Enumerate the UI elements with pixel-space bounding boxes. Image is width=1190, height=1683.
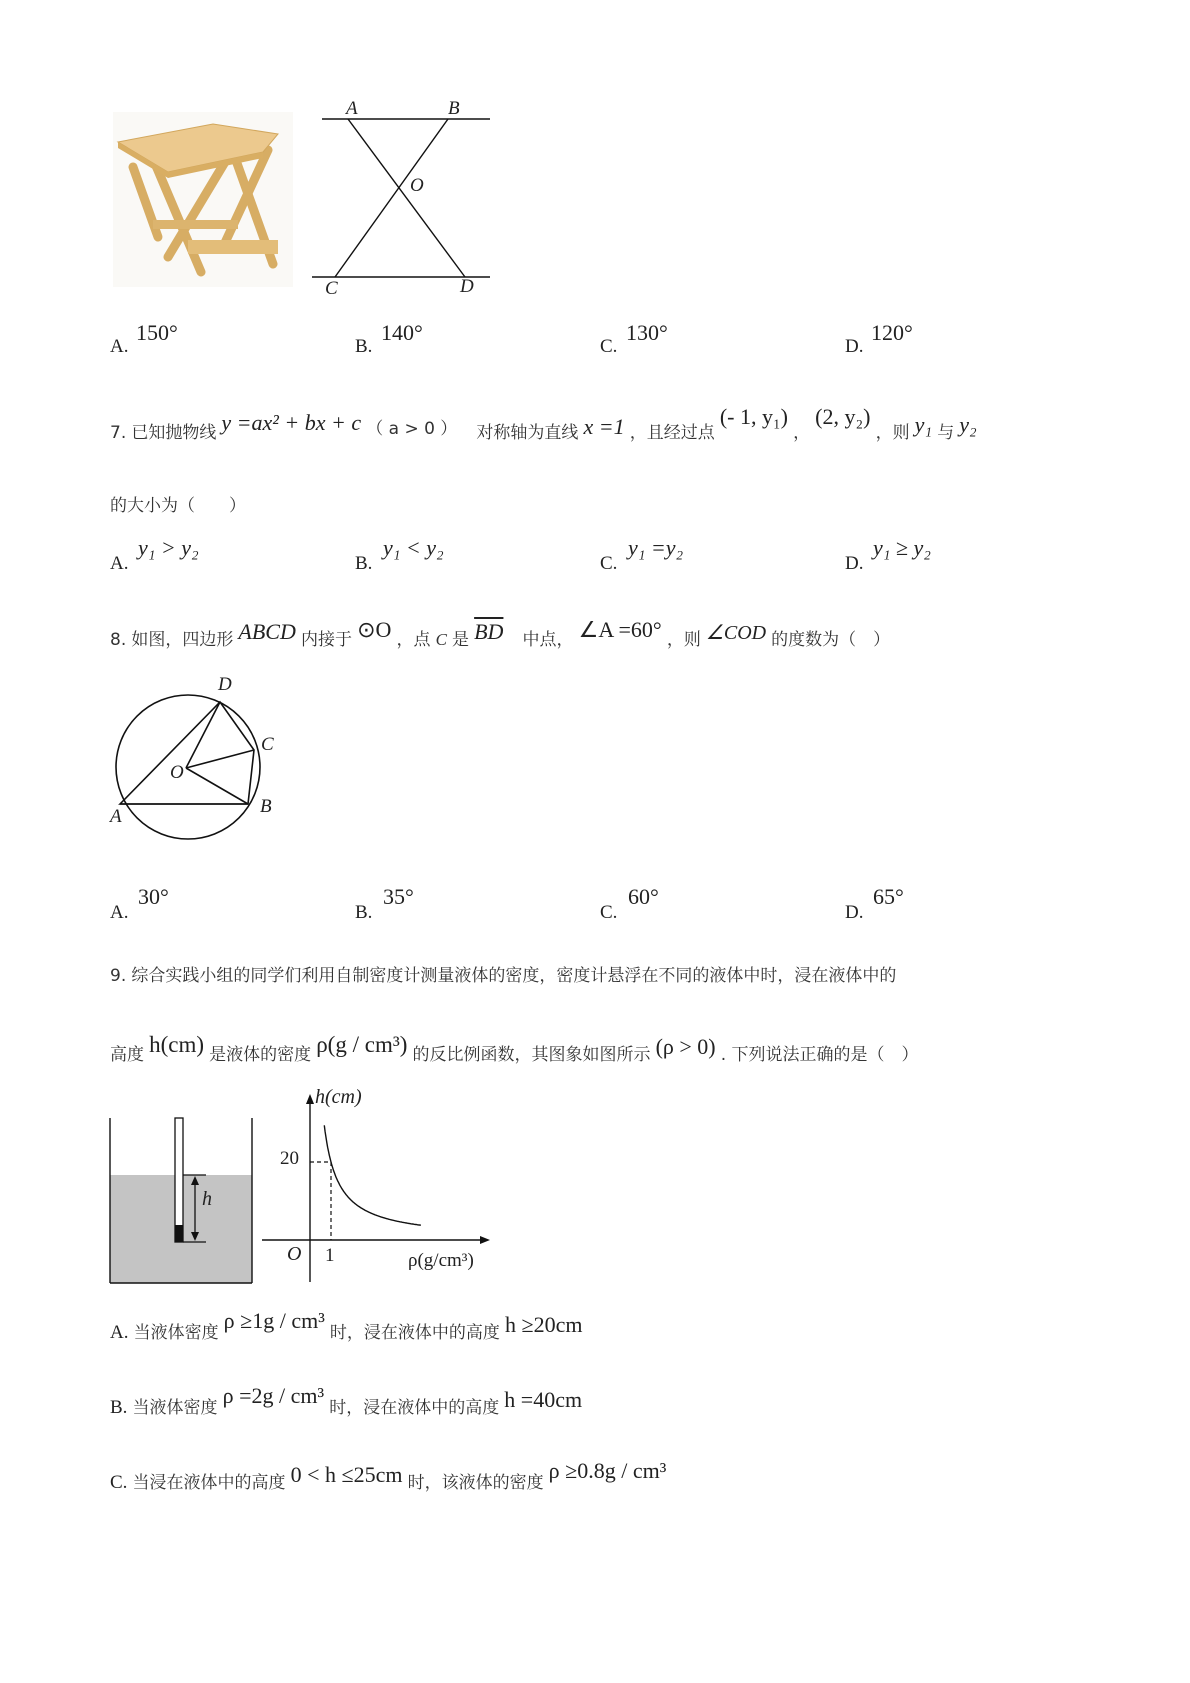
q7-text-1: 已知抛物线 (131, 423, 217, 443)
q9-text-1: 综合实践小组的同学们利用自制密度计测量液体的密度，密度计悬浮在不同的液体中时，浸在液体中的 (131, 966, 897, 986)
q7-equation: y =ax² + bx + c (221, 410, 362, 435)
x-axis-arrow (480, 1236, 490, 1244)
q8-quad: ABCD (238, 619, 296, 644)
q8-arc: $\overline{BD}$ (474, 619, 504, 644)
q7-comma: ， (793, 423, 811, 443)
q9-condition: (ρ > 0) (655, 1034, 716, 1059)
option-label: A. (110, 553, 129, 574)
q7-number: 7. (110, 423, 127, 443)
q8-point: C (435, 630, 447, 649)
hydrometer-weight (175, 1225, 183, 1242)
q8-angle: ∠A =60° (578, 617, 662, 642)
option-label: B. (355, 336, 373, 357)
label-a: A (110, 806, 122, 827)
option-value: 130° (626, 320, 668, 345)
q7-option-b[interactable] (355, 535, 444, 575)
option-text-1: 当浸在液体中的高度 (132, 1473, 286, 1493)
option-math-1: ρ ≥1g / cm³ (223, 1308, 325, 1333)
q7-option-c[interactable] (600, 535, 684, 575)
q7-point-1: (- 1, y₁) (719, 404, 788, 429)
option-value: y₁ ≥ y₂ (873, 535, 931, 560)
q9-text-2: 高度 (110, 1045, 144, 1065)
q8-text-2: 内接于 (300, 630, 352, 650)
label-c: C (325, 278, 338, 299)
label-a: A (346, 98, 358, 119)
q7-stem-2: 的大小为（ ） (110, 496, 246, 516)
q7-option-a[interactable] (110, 535, 199, 575)
q8-text-1: 如图，四边形 (131, 630, 234, 650)
label-b: B (260, 796, 272, 817)
q9-option-c[interactable] (110, 1458, 667, 1494)
option-label: A. (110, 902, 129, 923)
q9-text-5: . 下列说法正确的是（ ） (720, 1045, 919, 1065)
q9-option-b[interactable] (110, 1383, 583, 1419)
option-value: 150° (136, 320, 178, 345)
q7-point-2: (2, y₂) (815, 404, 871, 429)
option-value: y₁ > y₂ (138, 535, 199, 560)
option-label: C. (600, 553, 618, 574)
y-axis-arrow (306, 1094, 314, 1104)
segment-oc (186, 750, 254, 768)
option-label: D. (845, 902, 864, 923)
option-label: C. (600, 902, 618, 923)
option-math-1: 0 < h ≤25cm (290, 1462, 403, 1487)
q9-number: 9. (110, 966, 127, 986)
q9-text-4: 的反比例函数，其图象如图所示 (412, 1045, 651, 1065)
option-label: C. (600, 336, 618, 357)
q8-number: 8. (110, 630, 127, 650)
label-b: B (448, 98, 460, 119)
q8-option-d[interactable] (845, 884, 904, 924)
segment-od (186, 702, 220, 768)
y-axis-label: h(cm) (315, 1086, 362, 1108)
q8-option-b[interactable] (355, 884, 414, 924)
label-o: O (170, 762, 184, 783)
option-text-2: 时，浸在液体中的高度 (329, 1398, 500, 1418)
q9-rho-unit: ρ(g / cm³) (316, 1032, 408, 1057)
option-text-2: 时，浸在液体中的高度 (329, 1323, 500, 1343)
q7-y1: y₁ (914, 412, 933, 437)
parallel-lines-figure (310, 95, 500, 305)
function-curve (324, 1125, 421, 1225)
option-value: 35° (383, 884, 414, 909)
origin-label: O (287, 1243, 302, 1265)
inverse-function-graph (260, 1086, 500, 1290)
option-math-2: h =40cm (504, 1387, 583, 1412)
q8-text-3: ，点 (396, 630, 431, 650)
option-value: y₁ < y₂ (383, 535, 444, 560)
q7-option-d[interactable] (845, 535, 931, 575)
option-value: 30° (138, 884, 169, 909)
option-value: 65° (873, 884, 904, 909)
option-label: B. (355, 902, 373, 923)
q8-text-6: ，则 (666, 630, 701, 650)
q6-option-c[interactable] (600, 320, 668, 358)
option-label: B. (110, 1397, 128, 1418)
q6-option-d[interactable] (845, 320, 913, 358)
option-label: D. (845, 553, 864, 574)
q8-stem (110, 617, 891, 651)
q8-target: ∠COD (705, 622, 767, 644)
segment-ad (348, 119, 465, 277)
q9-stem-1 (110, 961, 896, 986)
segment-bc (335, 119, 448, 277)
option-value: 120° (871, 320, 913, 345)
option-label: C. (110, 1472, 128, 1493)
hydrometer-tube (175, 1118, 183, 1242)
option-math-1: ρ =2g / cm³ (222, 1383, 325, 1408)
label-d: D (460, 276, 474, 297)
option-value: y₁ =y₂ (628, 535, 684, 560)
q6-option-b[interactable] (355, 320, 423, 358)
option-math-2: ρ ≥0.8g / cm³ (548, 1458, 667, 1483)
option-label: B. (355, 553, 373, 574)
q9-h-unit: h(cm) (149, 1032, 205, 1057)
option-label: A. (110, 1322, 129, 1343)
q9-option-a[interactable] (110, 1308, 583, 1344)
label-h: h (202, 1188, 212, 1210)
option-math-2: h ≥20cm (505, 1312, 583, 1337)
segment-ob (186, 768, 248, 804)
q8-text-7: 的度数为（ ） (771, 630, 891, 650)
q7-text-2: 对称轴为直线 (476, 423, 579, 443)
option-label: A. (110, 336, 129, 357)
q9-text-3: 是液体的密度 (209, 1045, 312, 1065)
q7-stem (110, 404, 977, 458)
q9-stem-2 (110, 1032, 919, 1066)
quadrilateral-abcd (120, 702, 254, 804)
q7-condition: （ a > 0 ） (366, 419, 458, 439)
label-o: O (410, 175, 424, 196)
option-label: D. (845, 336, 864, 357)
x-tick-1: 1 (325, 1245, 335, 1266)
option-value: 140° (381, 320, 423, 345)
label-c: C (261, 734, 274, 755)
folding-table-photo (113, 112, 293, 287)
hydrometer-figure (108, 1110, 258, 1285)
label-d: D (218, 674, 232, 695)
y-tick-20: 20 (280, 1148, 299, 1169)
q7-axis: x =1 (583, 414, 625, 439)
q8-text-5: 中点， (522, 630, 574, 650)
option-value: 60° (628, 884, 659, 909)
q7-text-5: 与 (937, 423, 955, 443)
option-text-1: 当液体密度 (133, 1323, 219, 1343)
q8-text-4: 是 (452, 630, 470, 650)
q7-text-3: ，且经过点 (629, 423, 715, 443)
option-text-1: 当液体密度 (132, 1398, 218, 1418)
inscribed-quad-figure (108, 672, 308, 842)
q8-circle: ⊙O (357, 617, 392, 642)
q7-text-4: ，则 (875, 423, 910, 443)
q8-option-c[interactable] (600, 884, 659, 924)
option-text-2: 时，该液体的密度 (407, 1473, 544, 1493)
q7-y2: y₂ (959, 412, 977, 437)
q6-option-a[interactable] (110, 320, 178, 358)
q8-option-a[interactable] (110, 884, 169, 924)
x-axis-label: ρ(g/cm³) (408, 1250, 474, 1271)
